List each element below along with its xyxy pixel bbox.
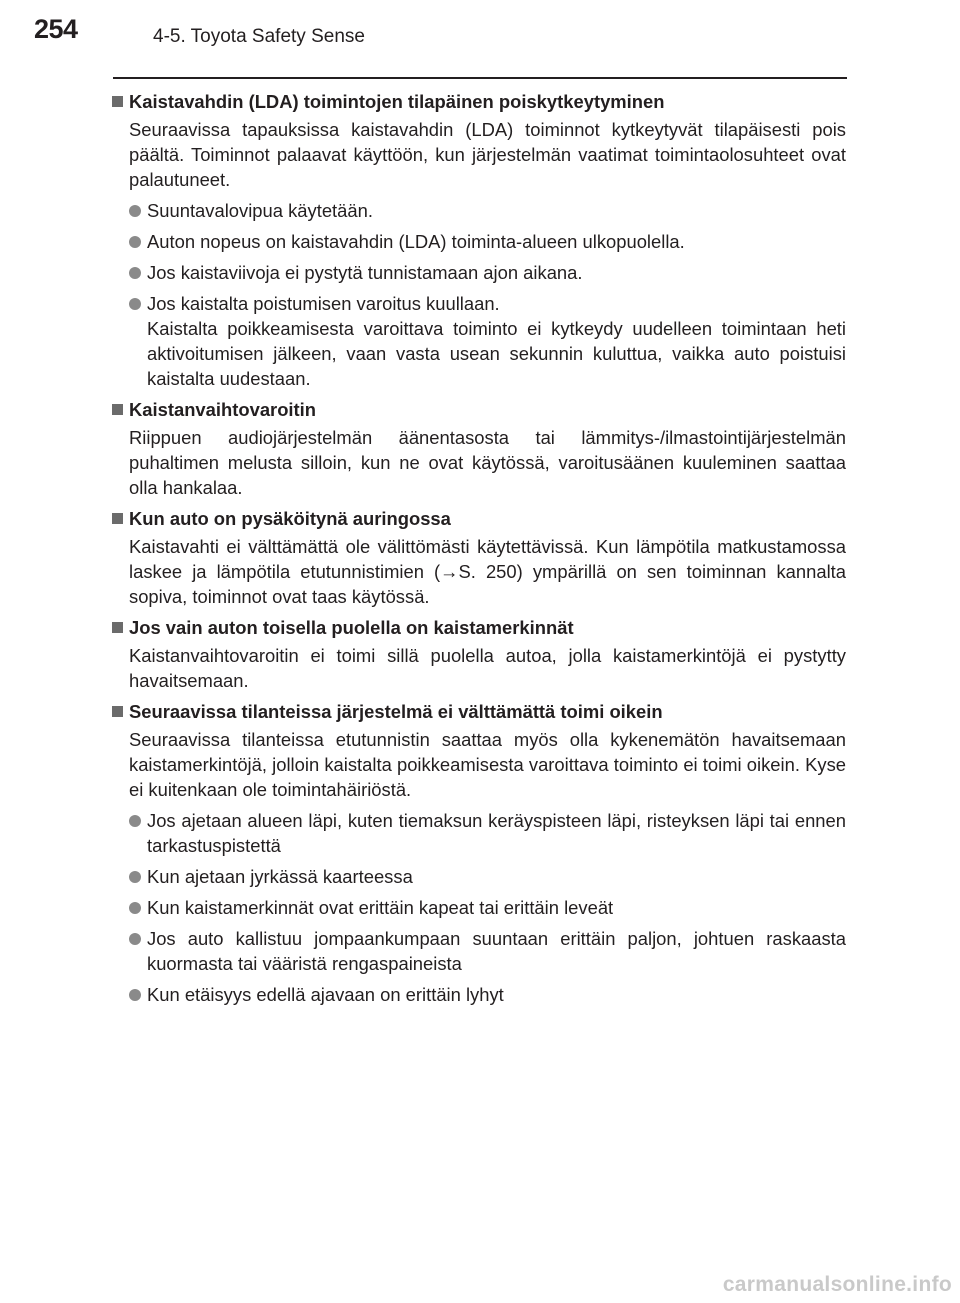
round-bullet-icon — [129, 933, 141, 945]
list-item — [129, 864, 846, 889]
header-rule — [113, 77, 847, 79]
page-content — [111, 89, 846, 1007]
list-item — [129, 895, 846, 920]
section-body: Riippuen audiojärjestelmän äänentasosta tai lämmitys-/ilmastointijärjestelmän puhaltimen melusta silloin, kun ne ovat käytössä, varoitusäänen kuuleminen saattaa olla hankalaa. — [129, 427, 846, 498]
body-text: Kaistavahti ei välttämättä ole välittömästi käytettävissä. Kun lämpötila matkustamossa laskee ja lämpötila etutunnistimien ( — [129, 536, 846, 582]
square-bullet-icon — [112, 622, 123, 633]
running-head: 4-5. Toyota Safety Sense — [153, 26, 365, 47]
list-item-text: Suuntavalovipua käytetään. — [147, 200, 373, 221]
round-bullet-icon — [129, 815, 141, 827]
list-item-text: Jos kaistaviivoja ei pystytä tunnistamaan ajon aikana. — [147, 262, 583, 283]
list-item-text: Kun etäisyys edellä ajavaan on erittäin lyhyt — [147, 984, 504, 1005]
list-item-text: Kun kaistamerkinnät ovat erittäin kapeat tai erittäin leveät — [147, 897, 614, 918]
section-title: Kaistavahdin (LDA) toimintojen tilapäinen poiskytkeytyminen — [129, 91, 665, 112]
list-item — [129, 198, 846, 223]
bullet-list — [111, 808, 846, 1007]
section-heading-lane-change-warning — [111, 397, 846, 422]
list-item — [129, 260, 846, 285]
section-title: Kun auto on pysäköitynä auringossa — [129, 508, 451, 529]
section-heading-lda-suspension — [111, 89, 846, 114]
round-bullet-icon — [129, 902, 141, 914]
round-bullet-icon — [129, 267, 141, 279]
section-heading-parked-in-sun — [111, 506, 846, 531]
section-title: Kaistanvaihtovaroitin — [129, 399, 317, 420]
section-heading-may-not-work — [111, 699, 846, 724]
list-item-text: Kun ajetaan jyrkässä kaarteessa — [147, 866, 413, 887]
round-bullet-icon — [129, 871, 141, 883]
bullet-list — [111, 198, 846, 391]
page-number: 254 — [34, 14, 78, 44]
round-bullet-icon — [129, 236, 141, 248]
square-bullet-icon — [112, 404, 123, 415]
section-title: Seuraavissa tilanteissa järjestelmä ei välttämättä toimi oikein — [129, 701, 663, 722]
list-item-text: Jos kaistalta poistumisen varoitus kuullaan. — [147, 293, 500, 314]
list-item — [129, 291, 846, 391]
section-body: Seuraavissa tapauksissa kaistavahdin (LDA) toiminnot kytkeytyvät tilapäisesti pois päältä. Toiminnot palaavat käyttöön, kun järjestelmän vaatimat toimintaolosuhteet ovat palautuneet. — [129, 119, 846, 190]
list-item — [129, 982, 846, 1007]
square-bullet-icon — [112, 513, 123, 524]
arrow-right-icon: → — [440, 561, 459, 582]
section-body — [129, 534, 846, 609]
square-bullet-icon — [112, 706, 123, 717]
section-title: Jos vain auton toisella puolella on kaistamerkinnät — [129, 617, 574, 638]
list-item-text: Jos ajetaan alueen läpi, kuten tiemaksun keräyspisteen läpi, risteyksen läpi tai ennen tarkastuspistettä — [147, 810, 846, 856]
list-item-detail: Kaistalta poikkeamisesta varoittava toiminto ei kytkeydy uudelleen toimintaan heti aktivoitumisen jälkeen, vaan vasta usean sekunnin kuluttua, vaikka auto poistuisi kaistalta uudestaan. — [147, 318, 846, 389]
section-body: Seuraavissa tilanteissa etutunnistin saattaa myös olla kykenemätön havaitsemaan kaistamerkintöjä, jolloin kaistalta poikkeamisesta varoittava toiminto ei toimi oikein. Kyse ei kuitenkaan ole toimintahäiriöstä. — [129, 729, 846, 800]
watermark: carmanualsonline.info — [722, 1273, 952, 1296]
body-text: ) ympärillä on sen toiminnan kannalta sopiva, toiminnot ovat taas käytössä. — [129, 561, 846, 607]
section-body: Kaistanvaihtovaroitin ei toimi sillä puolella autoa, jolla kaistamerkintöjä ei pystytty havaitsemaan. — [129, 645, 846, 691]
list-item — [129, 808, 846, 858]
list-item — [129, 229, 846, 254]
round-bullet-icon — [129, 205, 141, 217]
round-bullet-icon — [129, 989, 141, 1001]
page-reference[interactable]: S. 250 — [458, 561, 517, 582]
list-item-text: Auton nopeus on kaistavahdin (LDA) toiminta-alueen ulkopuolella. — [147, 231, 685, 252]
list-item — [129, 926, 846, 976]
section-heading-one-side-markings — [111, 615, 846, 640]
square-bullet-icon — [112, 96, 123, 107]
round-bullet-icon — [129, 298, 141, 310]
list-item-text: Jos auto kallistuu jompaankumpaan suuntaan erittäin paljon, johtuen raskaasta kuormasta tai vääristä rengaspaineista — [147, 928, 846, 974]
